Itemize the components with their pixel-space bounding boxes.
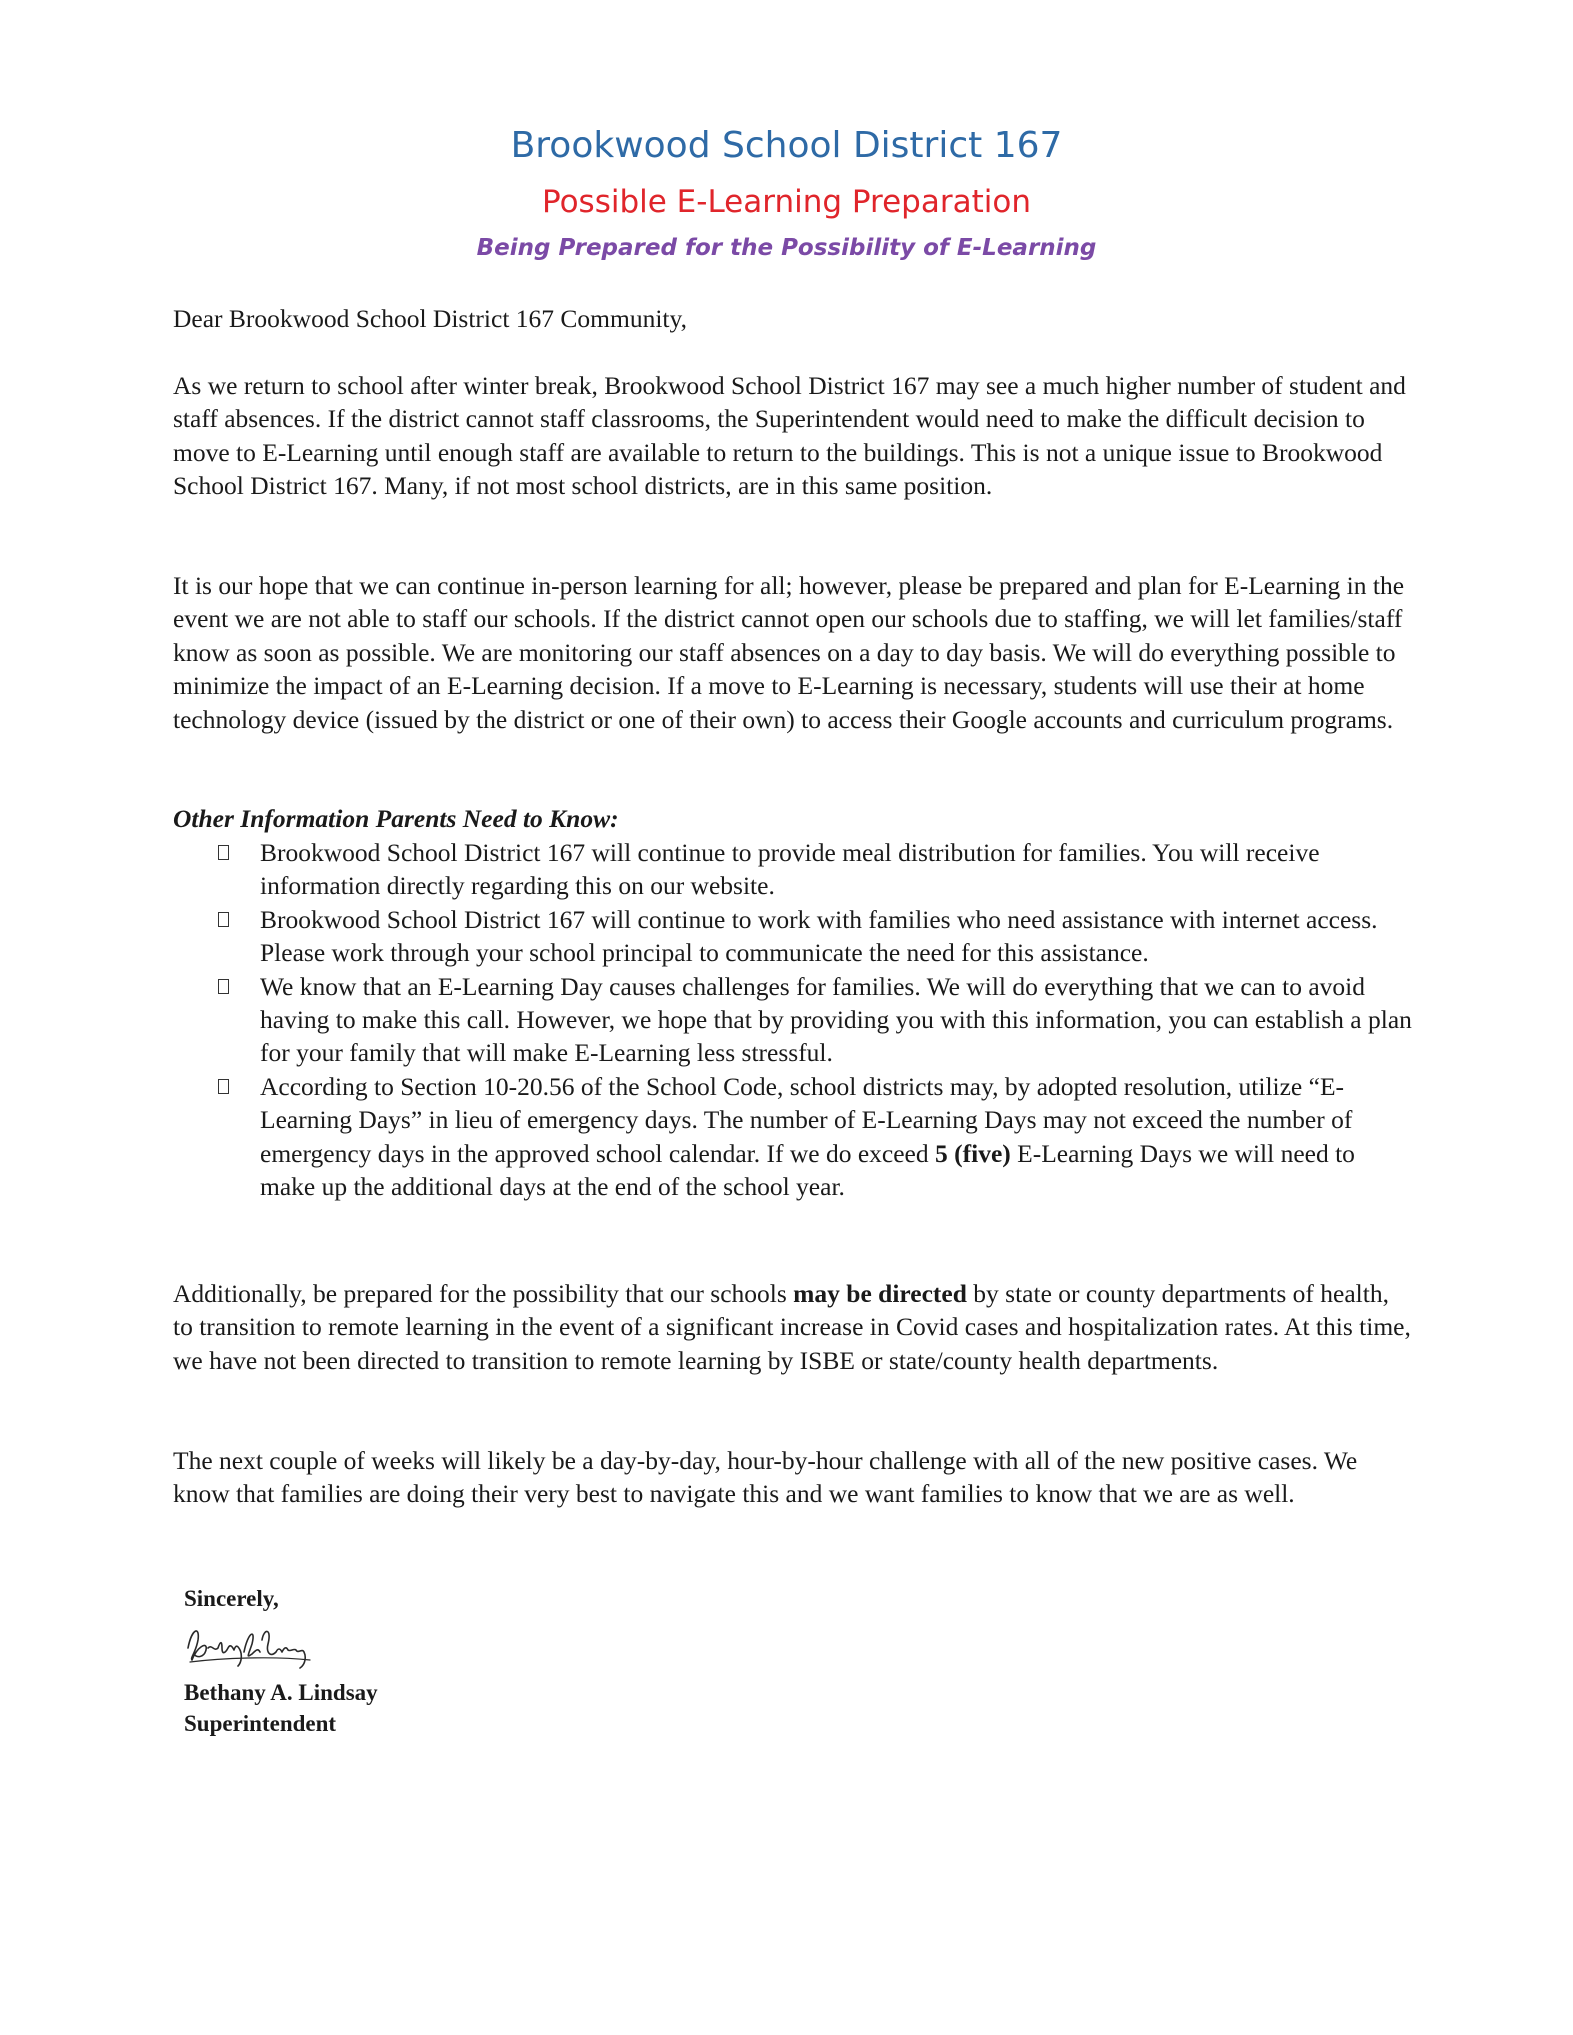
salutation: Dear Brookwood School District 167 Community, xyxy=(173,304,687,333)
list-item xyxy=(213,903,1413,970)
paragraph-2: It is our hope that we can continue in-person learning for all; however, please be prepared and plan for E-Learning in the event we are not able to staff our schools. If the district cannot open our schools due to staffing, we will let families/staff know as soon as possible. We are monitoring our staff absences on a day to day basis. We will do everything possible to minimize the impact of an E-Learning decision. If a move to E-Learning is necessary, students will use their at home technology device (issued by the district or one of their own) to access their Google accounts and curriculum programs. xyxy=(173,571,1405,734)
list-item-text-end: E-Learning Days we will need to make up the additional days at the end of the school year. xyxy=(260,1138,1355,1202)
document-subtitle: Possible E-Learning Preparation xyxy=(542,184,1031,220)
paragraph-1: As we return to school after winter break, Brookwood School District 167 may see a much higher number of student and staff absences. If the district cannot staff classrooms, the Superintendent would need to make the difficult decision to move to E-Learning until enough staff are available to return to the buildings. This is not a unique issue to Brookwood School District 167. Many, if not most school districts, are in this same position. xyxy=(173,371,1406,501)
list-item-emphasis: 5 (five) xyxy=(935,1138,1011,1168)
list-item xyxy=(213,836,1413,903)
district-title: Brookwood School District 167 xyxy=(510,125,1063,166)
signer-name: Bethany A. Lindsay xyxy=(184,1680,378,1705)
list-item-text: Brookwood School District 167 will continue to work with families who need assistance with internet access. Please work through your school principal to communicate the need for this assistance. xyxy=(260,904,1378,968)
document-tagline: Being Prepared for the Possibility of E-Learning xyxy=(476,235,1097,261)
paragraph-4: The next couple of weeks will likely be a day-by-day, hour-by-hour challenge with all of the new positive cases. We know that families are doing their very best to navigate this and we want families to know that we are as well. xyxy=(173,1446,1358,1509)
closing: Sincerely, xyxy=(184,1586,279,1611)
list-item-text: Brookwood School District 167 will continue to provide meal distribution for families. You will receive information directly regarding this on our website. xyxy=(260,838,1320,901)
checkbox-bullet-icon xyxy=(218,1079,229,1094)
paragraph-3-end: by state or county departments of health, to transition to remote learning in the event of a significant increase in Covid cases and hospitalization rates. At this time, we have not been directed to transition to remote learning by ISBE or state/county health departments. xyxy=(173,1279,1411,1375)
list-item-text: We know that an E-Learning Day causes challenges for families. We will do everything that we can to avoid having to make this call. However, we hope that by providing you with this information, you can establish a plan for your family that will make E-Learning less stressful. xyxy=(260,971,1412,1068)
paragraph-3-start: Additionally, be prepared for the possibility that our schools xyxy=(173,1279,794,1308)
checkbox-bullet-icon xyxy=(218,979,229,994)
paragraph-3 xyxy=(173,1277,1413,1377)
checkbox-bullet-icon xyxy=(218,845,229,860)
list-item-text-start: According to Section 10-20.56 of the School Code, school districts may, by adopted resolution, utilize “E-Learning Days” in lieu of emergency days. The number of E-Learning Days may not exceed the number of emergency days in the approved school calendar. If we do exceed xyxy=(260,1071,1353,1168)
signer-title: Superintendent xyxy=(184,1711,337,1736)
list-item xyxy=(213,970,1413,1070)
list-item xyxy=(213,1070,1413,1204)
section-heading: Other Information Parents Need to Know: xyxy=(173,804,619,833)
info-list xyxy=(213,836,1413,1203)
handwritten-signature xyxy=(182,1618,322,1670)
paragraph-3-emphasis: may be directed xyxy=(793,1279,967,1308)
checkbox-bullet-icon xyxy=(218,912,229,927)
